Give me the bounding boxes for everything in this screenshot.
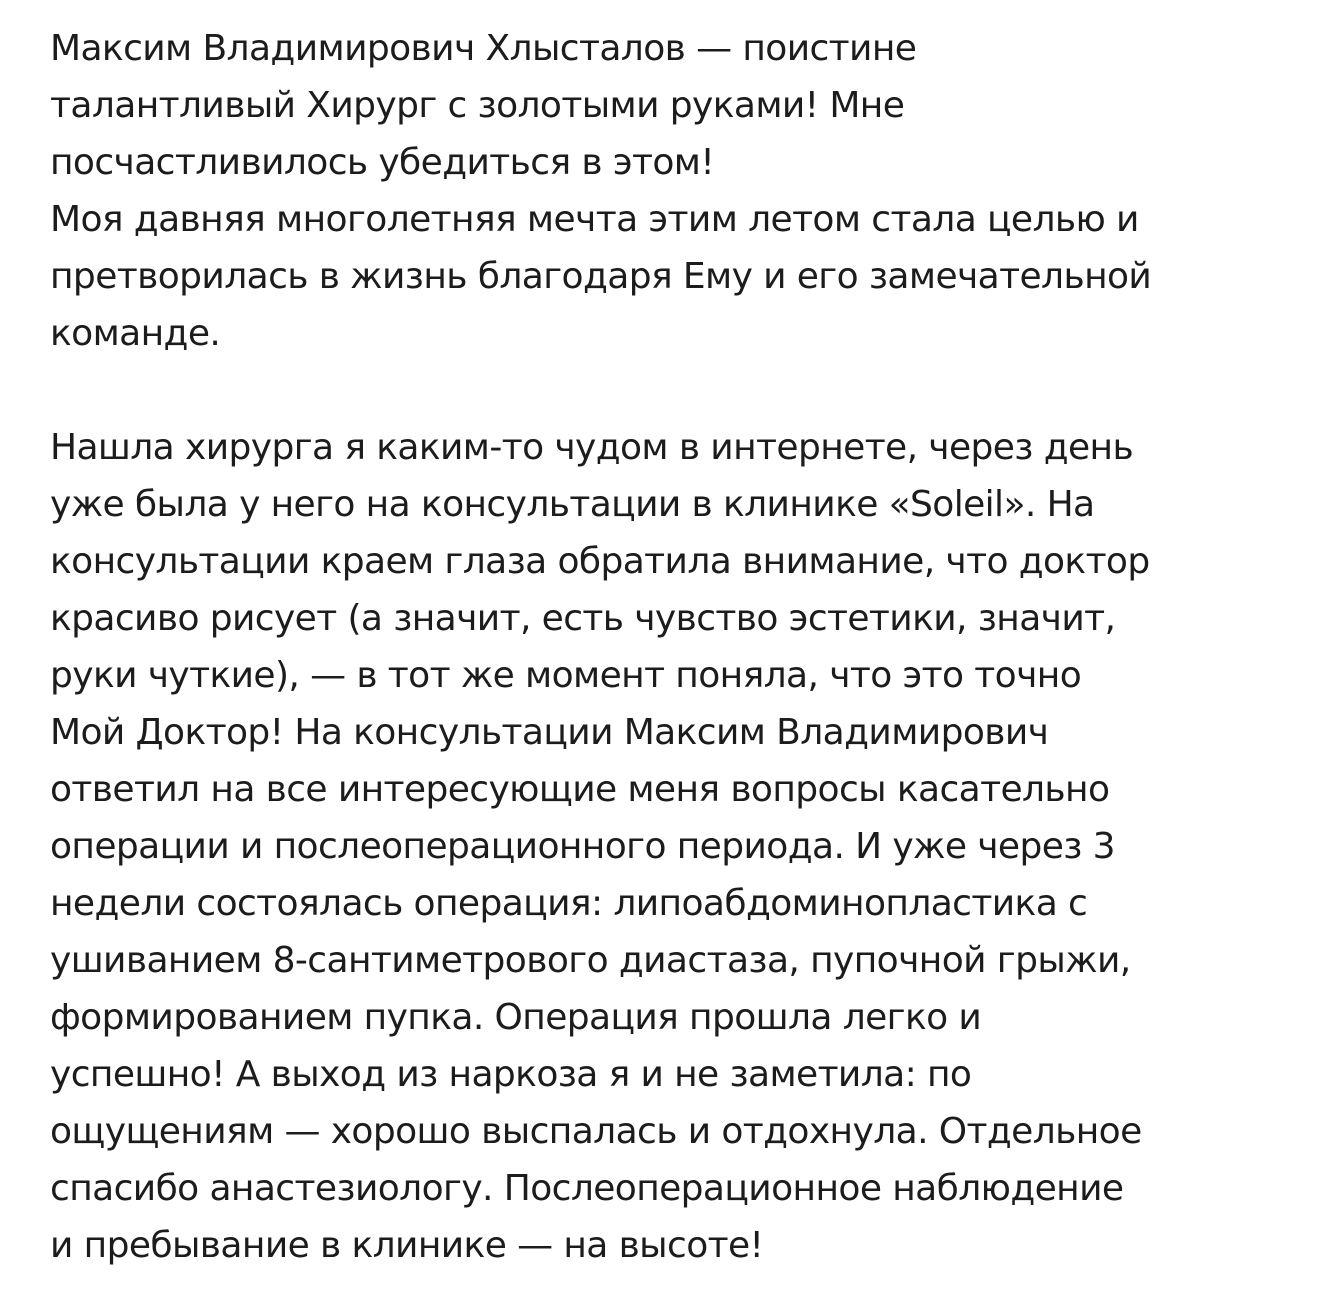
text-line: успешно! А выход из наркоза я и не заметила: по xyxy=(50,1054,972,1095)
text-line: команде. xyxy=(50,313,221,354)
text-line: претворилась в жизнь благодаря Ему и его замечательной xyxy=(50,256,1152,297)
text-line: спасибо анастезиологу. Послеоперационное наблюдение xyxy=(50,1168,1124,1209)
text-line: и пребывание в клинике — на высоте! xyxy=(50,1225,764,1266)
text-line: красиво рисует (а значит, есть чувство эстетики, значит, xyxy=(50,598,1116,639)
text-line: талантливый Хирург с золотыми руками! Мне xyxy=(50,85,905,126)
review-text xyxy=(50,20,1290,1274)
text-line: формированием пупка. Операция прошла легко и xyxy=(50,997,982,1038)
text-line: консультации краем глаза обратила внимание, что доктор xyxy=(50,541,1150,582)
text-line: ответил на все интересующие меня вопросы касательно xyxy=(50,769,1110,810)
text-line: недели состоялась операция: липоабдоминопластика с xyxy=(50,883,1088,924)
text-line: Моя давняя многолетняя мечта этим летом стала целью и xyxy=(50,199,1139,240)
text-line: посчастливилось убедиться в этом! xyxy=(50,142,715,183)
text-line: руки чуткие), — в тот же момент поняла, что это точно xyxy=(50,655,1082,696)
text-line: Максим Владимирович Хлысталов — поистине xyxy=(50,28,917,69)
text-line: Мой Доктор! На консультации Максим Владимирович xyxy=(50,712,1049,753)
text-line: ушиванием 8-сантиметрового диастаза, пупочной грыжи, xyxy=(50,940,1131,981)
paragraph-break xyxy=(50,362,1290,419)
text-line: Нашла хирурга я каким-то чудом в интернете, через день xyxy=(50,427,1134,468)
text-line: ощущениям — хорошо выспалась и отдохнула. Отдельное xyxy=(50,1111,1142,1152)
text-line: уже была у него на консультации в клинике «Soleil». На xyxy=(50,484,1095,525)
text-line: операции и послеоперационного периода. И уже через 3 xyxy=(50,826,1115,867)
